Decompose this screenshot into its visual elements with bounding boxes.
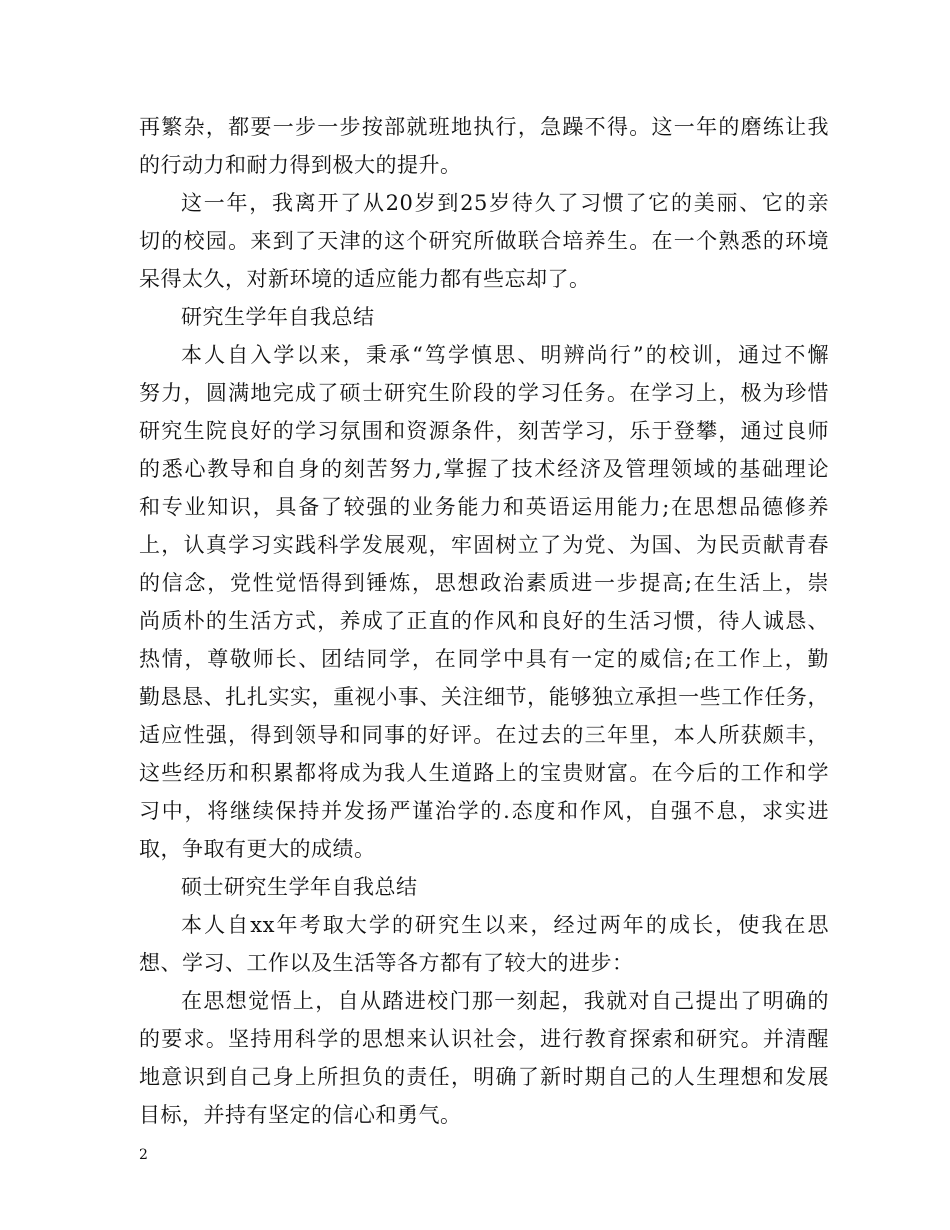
text-line: 取，争取有更大的成绩。 (139, 837, 376, 861)
body-text (139, 108, 829, 1134)
text-line: 上，认真学习实践科学发展观，牢固树立了为党、为国、为民贡献青春 (139, 533, 829, 557)
text-line: 再繁杂，都要一步一步按部就班地执行，急躁不得。这一年的磨练让我 (139, 115, 829, 139)
paragraph-start-line: 这一年，我离开了从20岁到25岁待久了习惯了它的美丽、它的亲 (181, 191, 829, 215)
paragraph-start-line: 本人自xx年考取大学的研究生以来，经过两年的成长，使我在思 (181, 913, 829, 937)
text-line: 努力，圆满地完成了硕士研究生阶段的学习任务。在学习上，极为珍惜 (139, 381, 829, 405)
text-line: 适应性强，得到领导和同事的好评。在过去的三年里，本人所获颇丰， (139, 723, 829, 747)
page-number: 2 (139, 1147, 148, 1163)
text-line: 热情，尊敬师长、团结同学，在同学中具有一定的威信;在工作上，勤 (139, 647, 829, 671)
section-heading: 研究生学年自我总结 (181, 305, 375, 329)
text-line: 习中，将继续保持并发扬严谨治学的.态度和作风，自强不息，求实进 (139, 799, 829, 823)
text-line: 这些经历和积累都将成为我人生道路上的宝贵财富。在今后的工作和学 (139, 761, 829, 785)
text-line: 目标，并持有坚定的信心和勇气。 (139, 1103, 462, 1127)
text-line: 切的校园。来到了天津的这个研究所做联合培养生。在一个熟悉的环境 (139, 229, 829, 253)
text-line: 和专业知识，具备了较强的业务能力和英语运用能力;在思想品德修养 (139, 495, 829, 519)
section-heading: 硕士研究生学年自我总结 (181, 875, 418, 899)
text-line: 尚质朴的生活方式，养成了正直的作风和良好的生活习惯，待人诚恳、 (139, 609, 829, 633)
text-line: 的信念，党性觉悟得到锤炼，思想政治素质进一步提高;在生活上，崇 (139, 571, 829, 595)
paragraph-start-line: 本人自入学以来，秉承“笃学慎思、明辨尚行”的校训，通过不懈 (181, 343, 829, 367)
text-line: 地意识到自己身上所担负的责任，明确了新时期自己的人生理想和发展 (139, 1065, 829, 1089)
text-line: 想、学习、工作以及生活等各方都有了较大的进步： (139, 951, 634, 975)
text-line: 的行动力和耐力得到极大的提升。 (139, 153, 462, 177)
text-line: 研究生院良好的学习氛围和资源条件，刻苦学习，乐于登攀，通过良师 (139, 419, 829, 443)
text-line: 呆得太久，对新环境的适应能力都有些忘却了。 (139, 267, 591, 291)
text-line: 的悉心教导和自身的刻苦努力,掌握了技术经济及管理领域的基础理论 (139, 457, 829, 481)
paragraph-start-line: 在思想觉悟上，自从踏进校门那一刻起，我就对自己提出了明确的 (181, 989, 829, 1013)
text-line: 的要求。坚持用科学的思想来认识社会，进行教育探索和研究。并清醒 (139, 1027, 829, 1051)
text-line: 勤恳恳、扎扎实实，重视小事、关注细节，能够独立承担一些工作任务， (139, 685, 829, 709)
